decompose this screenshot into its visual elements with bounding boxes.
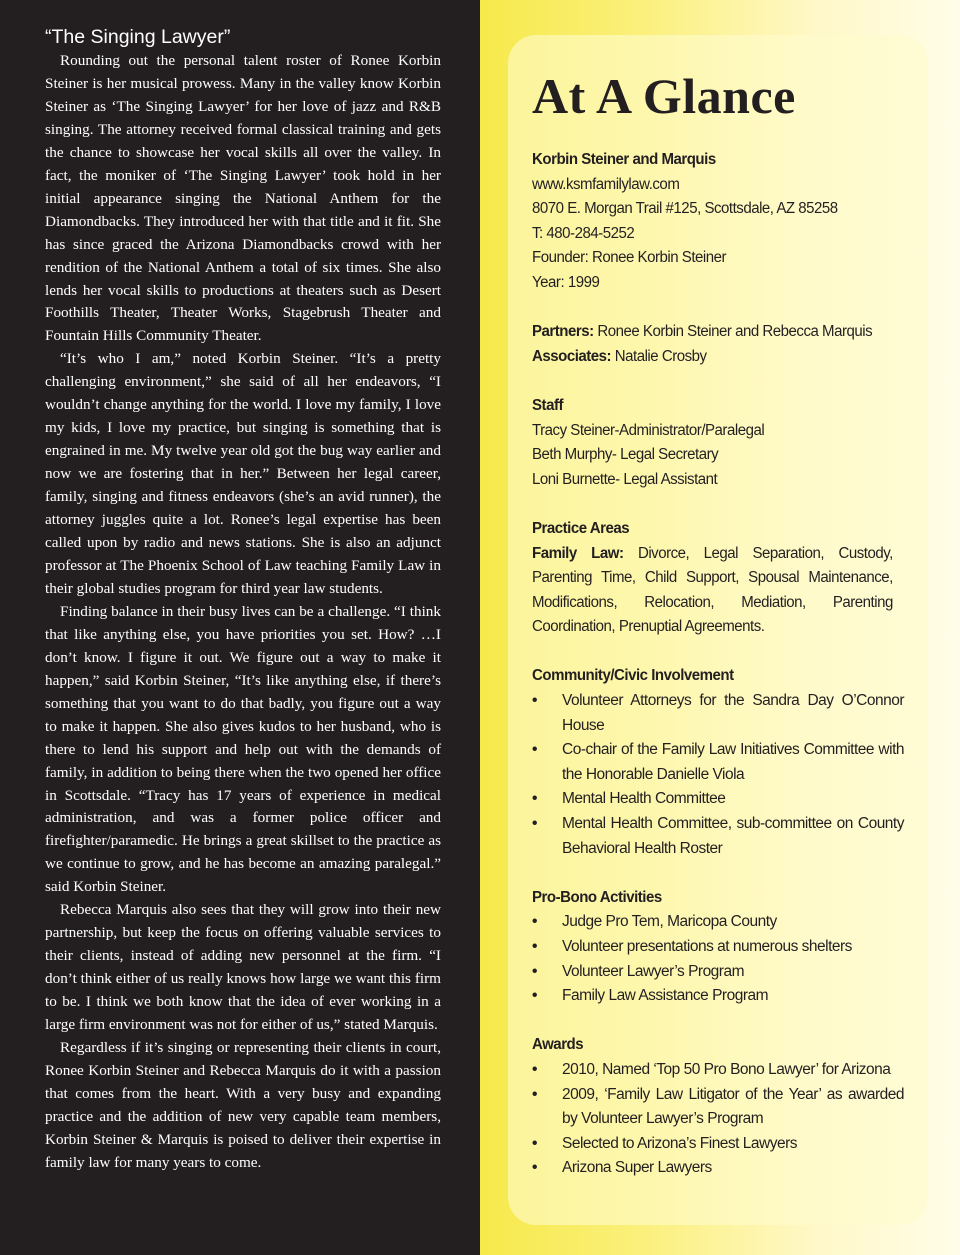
practice-label: Family Law: <box>532 544 624 562</box>
list-item: • Mental Health Committee, sub-committee on County Behavioral Health Roster <box>532 812 904 861</box>
bullet-icon: • <box>532 1085 537 1103</box>
article-paragraph: Finding balance in their busy lives can be a challenge. “I think that like anything else, you have priorities you set. How? …I don’t know. I figure it out. We figure out a way to make it happen,” said Korbin Steiner, “It’s like anything else, if there’s something that you want to do that badly, you figure out a way to make it happen. She also gives kudos to her husband, who is there to lend his support and help out with the demands of family, in addition to being there when the two opened her office in Scottsdale. “Tracy has 17 years of experience in medical administration, and was a former police officer and firefighter/paramedic. He brings a great skillset to the practice as we continue to grow, and he has become an amazing paralegal.” said Korbin Steiner. <box>45 602 441 896</box>
firm-address: 8070 E. Morgan Trail #125, Scottsdale, AZ 85258 <box>532 200 838 218</box>
staff-item: Loni Burnette- Legal Assistant <box>532 470 718 488</box>
section-heading: “The Singing Lawyer” <box>45 26 231 48</box>
partners-value: Ronee Korbin Steiner and Rebecca Marquis <box>593 323 873 341</box>
bullet-icon: • <box>532 987 537 1005</box>
list-item: • Volunteer presentations at numerous shelters <box>532 935 904 960</box>
staff-item: Tracy Steiner-Administrator/Paralegal <box>532 421 765 439</box>
list-item: • 2010, Named ‘Top 50 Pro Bono Lawyer’ for Arizona <box>532 1058 904 1083</box>
firm-year: Year: 1999 <box>532 273 600 291</box>
glance-title: At A Glance <box>532 68 796 124</box>
firm-website: www.ksmfamilylaw.com <box>532 175 680 193</box>
partners-line <box>532 320 893 345</box>
bullet-icon: • <box>532 741 537 759</box>
probono-heading: Pro-Bono Activities <box>532 888 662 906</box>
associates-value: Natalie Crosby <box>611 347 707 365</box>
awards-list <box>532 1058 904 1181</box>
article-paragraph: Regardless if it’s singing or representing their clients in court, Ronee Korbin Steiner and Rebecca Marquis do it with a passion that comes from the heart. With a very busy and expanding practice and the addition of new very capable team members, Korbin Steiner & Marquis is poised to deliver their expertise in family law for many years to come. <box>45 1038 441 1171</box>
list-item: • Volunteer Attorneys for the Sandra Day O’Connor House <box>532 689 904 738</box>
list-item: • Mental Health Committee <box>532 787 904 812</box>
sidebar-column <box>480 0 960 1255</box>
staff-item: Beth Murphy- Legal Secretary <box>532 446 719 464</box>
list-item: • Judge Pro Tem, Maricopa County <box>532 910 904 935</box>
awards-heading: Awards <box>532 1036 584 1054</box>
partners-label: Partners: <box>532 323 594 341</box>
list-item: • Family Law Assistance Program <box>532 984 904 1009</box>
bullet-icon: • <box>532 1134 537 1152</box>
list-item: • Selected to Arizona’s Finest Lawyers <box>532 1132 904 1157</box>
bullet-icon: • <box>532 1060 537 1078</box>
bullet-icon: • <box>532 913 537 931</box>
at-a-glance-content <box>532 68 904 1181</box>
list-item: • Volunteer Lawyer’s Program <box>532 960 904 985</box>
community-list <box>532 689 904 861</box>
article-paragraph: Rebecca Marquis also sees that they will grow into their new partnership, but keep the focus on offering valuable services to their clients, instead of adding new personnel at the firm. “I don’t think either of us really knows how large we want this firm to be. I think we both know that the idea of ever working in a large firm environment was not for either of us,” stated Marquis. <box>45 901 441 1034</box>
community-heading: Community/Civic Involvement <box>532 667 734 685</box>
probono-list <box>532 910 904 1008</box>
article-body <box>45 24 441 1175</box>
list-item: • 2009, ‘Family Law Litigator of the Year’ as awarded by Volunteer Lawyer’s Program <box>532 1083 904 1132</box>
practice-areas <box>532 542 893 640</box>
practice-value: Divorce, Legal Separation, Custody, Parenting Time, Child Support, Spousal Maintenance, Modifications, Relocation, Mediation, Parenting Coordination, Prenuptial Agreements. <box>532 544 893 636</box>
firm-phone: T: 480-284-5252 <box>532 224 635 242</box>
staff-heading: Staff <box>532 396 563 414</box>
bullet-icon: • <box>532 815 537 833</box>
bullet-icon: • <box>532 1159 537 1177</box>
firm-founder: Founder: Ronee Korbin Steiner <box>532 249 727 267</box>
bullet-icon: • <box>532 962 537 980</box>
article-paragraph: Rounding out the personal talent roster of Ronee Korbin Steiner is her musical prowess. Many in the valley know Korbin Steiner as ‘The Singing Lawyer’ for her love of jazz and R&B singing. The attorney received formal classical training and gets the chance to showcase her vocal skills all over the valley. In fact, the moniker of ‘The Singing Lawyer’ took hold in her initial appearance singing the National Anthem for the Diamondbacks. They introduced her with that title and it fit. She has since graced the Arizona Diamondbacks crowd with her rendition of the National Anthem a total of six times. She also lends her vocal skills to productions at theaters such as Desert Foothills Theater, Theater Works, Stagebrush Theater and Fountain Hills Community Theater. <box>45 52 441 345</box>
firm-name: Korbin Steiner and Marquis <box>532 151 716 168</box>
article-paragraph: “It’s who I am,” noted Korbin Steiner. “It’s a pretty challenging environment,” she said of all her endeavors, “I wouldn’t change anything for the world. I love my family, I love my kids, I love my practice, but singing is something that is engrained in me. My twelve year old got the bug way earlier and now we are fostering that in her.” Between her legal career, family, singing and fitness endeavors (she’s an avid runner), the attorney juggles quite a lot. Ronee’s legal expertise has been called upon by radio and news stations. She is also an adjunct professor at The Phoenix School of Law teaching Family Law in their global studies program for third year law students. <box>45 350 441 597</box>
list-item: • Arizona Super Lawyers <box>532 1156 904 1181</box>
associates-line <box>532 345 893 370</box>
bullet-icon: • <box>532 692 537 710</box>
list-item: • Co-chair of the Family Law Initiatives Committee with the Honorable Danielle Viola <box>532 738 904 787</box>
associates-label: Associates: <box>532 347 612 365</box>
practice-heading: Practice Areas <box>532 519 630 537</box>
bullet-icon: • <box>532 790 537 808</box>
bullet-icon: • <box>532 938 537 955</box>
